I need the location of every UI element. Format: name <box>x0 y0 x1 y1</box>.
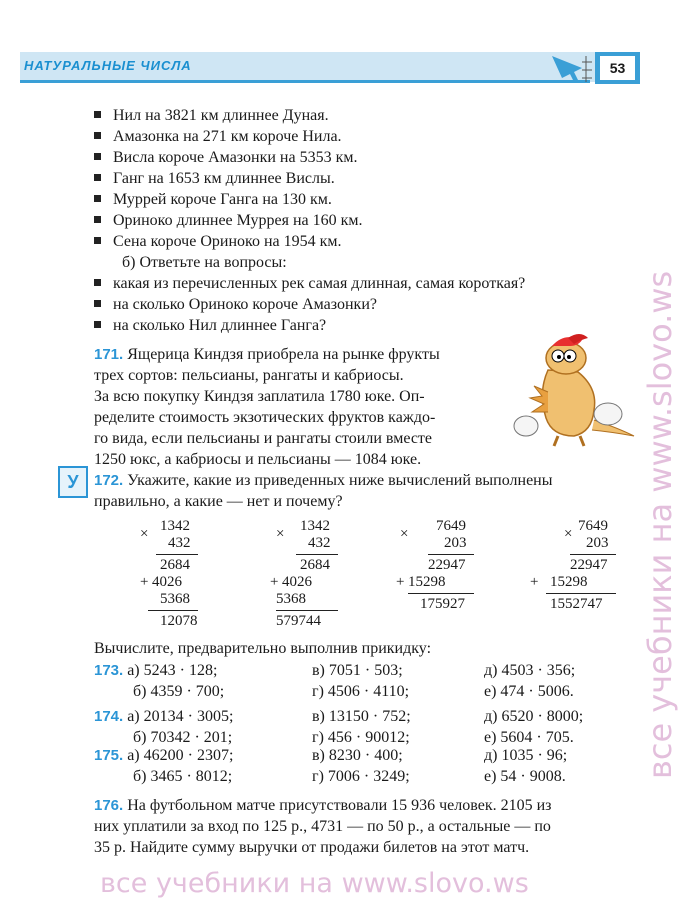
multiply-sign: × <box>564 526 573 542</box>
exercise-intro: Вычислите, предварительно выполнив прикидку: <box>94 640 432 657</box>
bullet-icon <box>94 111 101 118</box>
section-title: НАТУРАЛЬНЫЕ ЧИСЛА <box>24 58 192 73</box>
river-fact: Висла короче Амазонки на 5353 км. <box>113 149 358 166</box>
bullet-icon <box>94 174 101 181</box>
question: на сколько Нил длиннее Ганга? <box>113 317 327 334</box>
river-fact: Муррей короче Ганга на 130 км. <box>113 191 332 208</box>
partial: 2684 <box>300 557 330 573</box>
rule <box>148 610 198 611</box>
multiply-sign: × <box>276 526 285 542</box>
rule <box>428 554 474 555</box>
partial: 15298 <box>550 574 588 590</box>
rule <box>296 554 338 555</box>
river-fact: Сена короче Ориноко на 1954 км. <box>113 233 342 250</box>
list-item <box>94 294 377 315</box>
exercise-item: б) 70342 · 201; <box>133 729 233 746</box>
lizard-illustration <box>508 332 638 452</box>
plus-sign: + <box>270 574 279 590</box>
problem-171-line: трех сортов: пельсианы, рангаты и кабриосы. <box>94 367 404 384</box>
problem-171-line: За всю покупку Киндзя заплатила 1780 юке. Оп- <box>94 388 425 405</box>
exercise-item: б) 4359 · 700; <box>133 683 225 700</box>
result: 12078 <box>160 613 198 629</box>
plus-sign: + <box>396 574 405 590</box>
list-item <box>94 105 329 126</box>
partial: 22947 <box>428 557 466 573</box>
problem-number: 176. <box>94 797 124 814</box>
river-fact: Ориноко длиннее Муррея на 160 км. <box>113 212 363 229</box>
watermark-vertical: все учебники на www.slovo.ws <box>641 270 679 779</box>
operand: 432 <box>168 535 191 551</box>
exercise-item: е) 5604 · 705. <box>484 729 574 746</box>
partial: 4026 <box>152 574 182 590</box>
exercise-174-row: 174. а) 20134 · 3005; <box>94 708 234 725</box>
result: 175927 <box>420 596 465 612</box>
part-b-label: б) Ответьте на вопросы: <box>122 254 287 271</box>
exercise-item: д) 4503 · 356; <box>484 662 576 679</box>
exercise-item: г) 4506 · 4110; <box>312 683 410 700</box>
rule <box>156 554 198 555</box>
exercise-item: е) 54 · 9008. <box>484 768 566 785</box>
problem-172-line: 172. Укажите, какие из приведенных ниже вычислений выполнены <box>94 472 553 489</box>
operand: 1342 <box>160 518 190 534</box>
operand: 1342 <box>300 518 330 534</box>
partial: 2684 <box>160 557 190 573</box>
rule <box>546 593 616 594</box>
exercise-item: е) 474 · 5006. <box>484 683 574 700</box>
operand: 432 <box>308 535 331 551</box>
plus-sign: + <box>530 574 539 590</box>
bullet-icon <box>94 216 101 223</box>
arrow-icon <box>548 50 596 84</box>
bullet-icon <box>94 153 101 160</box>
list-item <box>94 315 326 336</box>
rule <box>276 610 338 611</box>
bullet-icon <box>94 279 101 286</box>
list-item <box>94 189 332 210</box>
exercise-item: в) 7051 · 503; <box>312 662 403 679</box>
question: на сколько Ориноко короче Амазонки? <box>113 296 377 313</box>
bullet-icon <box>94 300 101 307</box>
bullet-icon <box>94 321 101 328</box>
problem-171-line: 171. Ящерица Киндзя приобрела на рынке фрукты <box>94 346 440 363</box>
result: 1552747 <box>550 596 603 612</box>
river-fact: Амазонка на 271 км короче Нила. <box>113 128 342 145</box>
problem-172-line: правильно, а какие — нет и почему? <box>94 493 343 510</box>
plus-sign: + <box>140 574 149 590</box>
header-line <box>20 80 590 83</box>
problem-176-line: 176. На футбольном матче присутствовали 15 936 человек. 2105 из <box>94 797 552 814</box>
exercise-item: б) 3465 · 8012; <box>133 768 233 785</box>
problem-number: 173. <box>94 662 124 679</box>
list-item <box>94 231 342 252</box>
operand: 203 <box>444 535 467 551</box>
watermark-bottom: все учебники на www.slovo.ws <box>100 868 529 899</box>
list-item <box>94 210 363 231</box>
problem-171-line: ределите стоимость экзотических фруктов каждо- <box>94 409 436 426</box>
operand: 203 <box>586 535 609 551</box>
bullet-icon <box>94 195 101 202</box>
partial: 5368 <box>160 591 190 607</box>
list-item <box>94 126 342 147</box>
problem-number: 171. <box>94 346 124 363</box>
exercise-item: г) 456 · 90012; <box>312 729 410 746</box>
list-item <box>94 273 525 294</box>
problem-171-line: 1250 юкс, а кабриосы и пельсианы — 1084 юке. <box>94 451 422 468</box>
result: 579744 <box>276 613 321 629</box>
partial: 22947 <box>570 557 608 573</box>
bullet-icon <box>94 237 101 244</box>
exercise-item: в) 13150 · 752; <box>312 708 411 725</box>
rule <box>408 593 474 594</box>
problem-171-line: го вида, если пельсианы и рангаты стоили вместе <box>94 430 433 447</box>
river-fact: Ганг на 1653 км длиннее Вислы. <box>113 170 335 187</box>
exercise-item: д) 1035 · 96; <box>484 747 568 764</box>
problem-number: 175. <box>94 747 124 764</box>
problem-number: 174. <box>94 708 124 725</box>
problem-badge: У <box>58 466 88 498</box>
operand: 7649 <box>578 518 608 534</box>
problem-176-line: них уплатили за вход по 125 р., 4731 — по 50 р., а остальные — по <box>94 818 551 835</box>
problem-number: 172. <box>94 472 124 489</box>
rule <box>570 554 616 555</box>
page-number: 53 <box>600 56 635 80</box>
exercise-175-row: 175. а) 46200 · 2307; <box>94 747 234 764</box>
problem-176-line: 35 р. Найдите сумму выручки от продажи билетов на этот матч. <box>94 839 530 856</box>
partial: 4026 <box>282 574 312 590</box>
operand: 7649 <box>436 518 466 534</box>
multiply-sign: × <box>400 526 409 542</box>
exercise-173-row: 173. а) 5243 · 128; <box>94 662 218 679</box>
question: какая из перечисленных рек самая длинная, самая короткая? <box>113 275 526 292</box>
river-fact: Нил на 3821 км длиннее Дуная. <box>113 107 329 124</box>
partial: 15298 <box>408 574 446 590</box>
bullet-icon <box>94 132 101 139</box>
exercise-item: в) 8230 · 400; <box>312 747 403 764</box>
list-item <box>94 168 335 189</box>
partial: 5368 <box>276 591 306 607</box>
exercise-item: г) 7006 · 3249; <box>312 768 410 785</box>
exercise-item: д) 6520 · 8000; <box>484 708 584 725</box>
list-item <box>94 147 357 168</box>
multiply-sign: × <box>140 526 149 542</box>
